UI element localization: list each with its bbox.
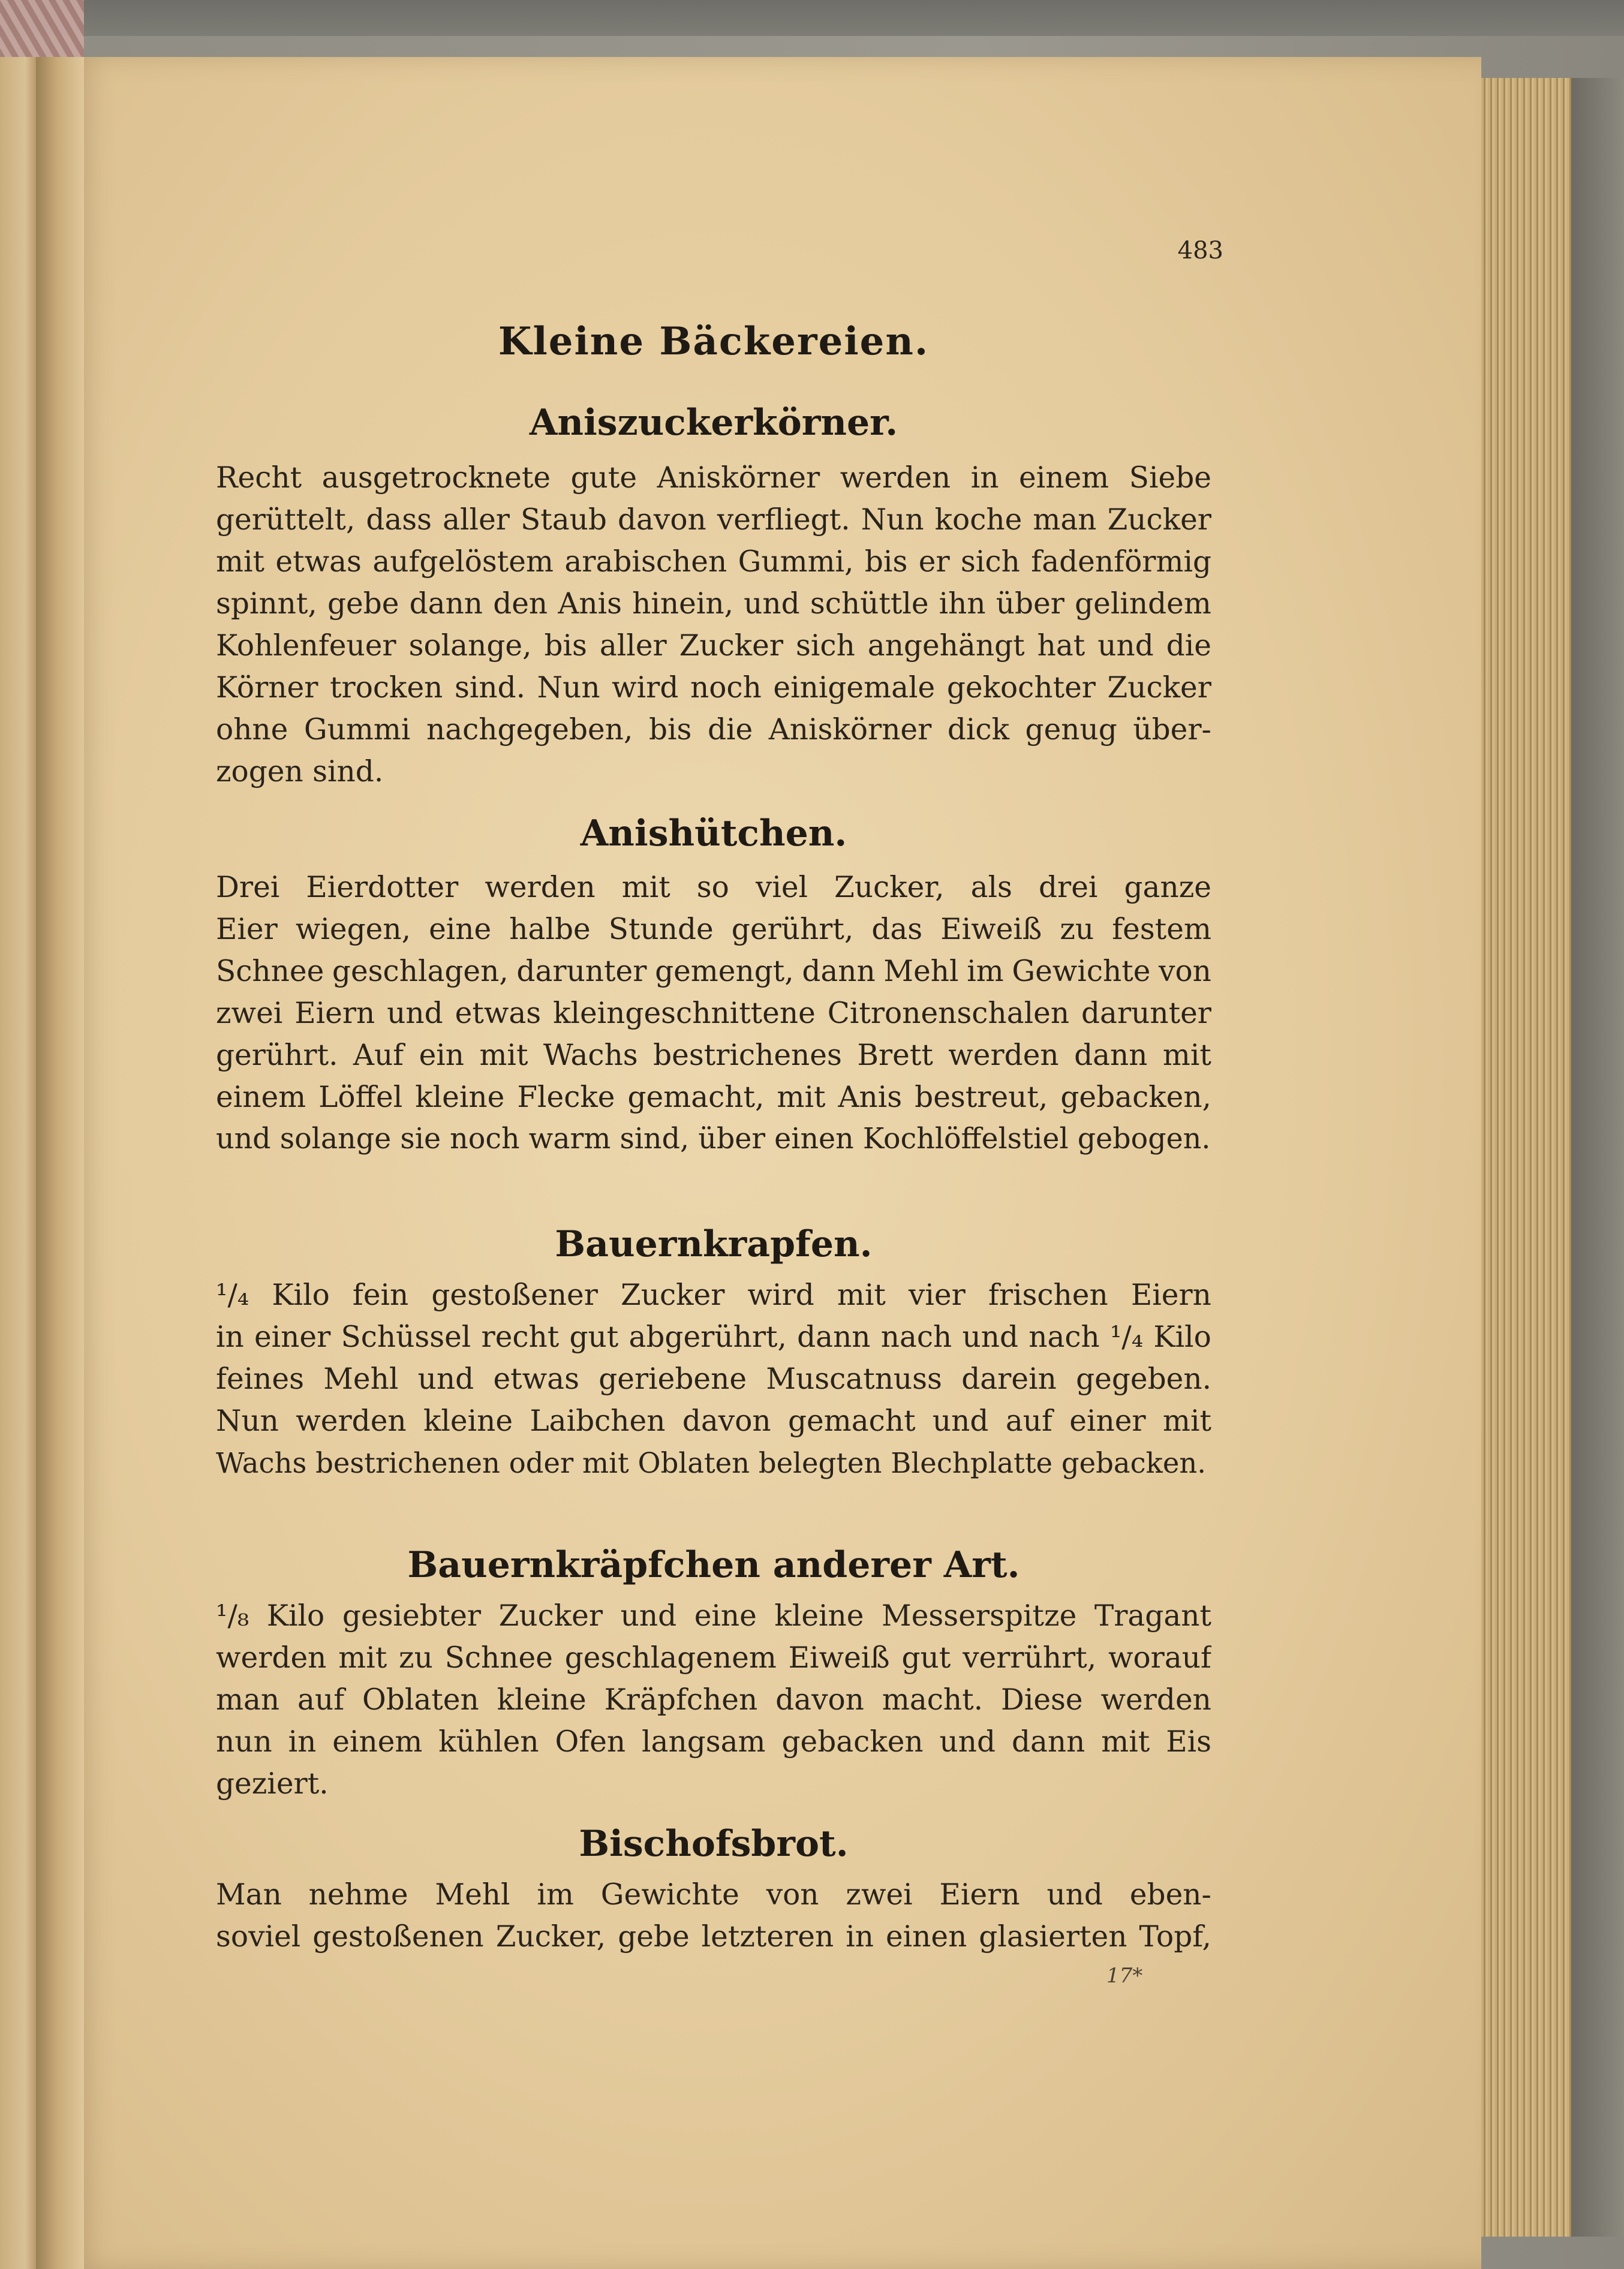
text-line: ¹/₄ Kilo fein gestoßener Zucker wird mit vier frischen Eiern: [216, 1278, 1211, 1312]
section-paragraph: [216, 866, 1211, 1160]
section-heading: Aniszuckerkörner.: [529, 402, 898, 444]
text-line: mit etwas aufgelöstem arabischen Gummi, bis er sich fadenförmig: [216, 545, 1211, 579]
text-line: Eier wiegen, eine halbe Stunde gerührt, das Eiweiß zu festem: [216, 913, 1211, 946]
cover-edge: [1571, 78, 1624, 2237]
page-edges: [1481, 78, 1571, 2237]
chapter-title: Kleine Bäckereien.: [498, 319, 930, 364]
text-line: zogen sind.: [216, 755, 384, 789]
text-line: ¹/₈ Kilo gesiebter Zucker und eine kleine Messerspitze Tragant: [216, 1599, 1211, 1633]
section-heading: Bauernkräpfchen anderer Art.: [407, 1544, 1020, 1586]
text-line: Recht ausgetrocknete gute Aniskörner werden in einem Siebe: [216, 461, 1211, 495]
text-line: ohne Gummi nachgegeben, bis die Aniskörner dick genug über-: [216, 713, 1211, 747]
text-line: nun in einem kühlen Ofen langsam gebacken und dann mit Eis: [216, 1725, 1211, 1759]
page-number: 483: [1177, 237, 1223, 264]
section-paragraph: [216, 457, 1211, 793]
text-line: feines Mehl und etwas geriebene Muscatnuss darein gegeben.: [216, 1362, 1211, 1396]
signature-mark: 17*: [1106, 1964, 1143, 1988]
text-line: gerüttelt, dass aller Staub davon verfliegt. Nun koche man Zucker: [216, 503, 1211, 537]
section-heading: Bauernkrapfen.: [555, 1223, 873, 1265]
text-line: einem Löffel kleine Flecke gemacht, mit Anis bestreut, gebacken,: [216, 1081, 1211, 1114]
text-line: Kohlenfeuer solange, bis aller Zucker sich angehängt hat und die: [216, 629, 1211, 663]
text-line: Schnee geschlagen, darunter gemengt, dann Mehl im Gewichte von: [216, 955, 1211, 988]
text-line: soviel gestoßenen Zucker, gebe letzteren in einen glasierten Topf,: [216, 1920, 1211, 1954]
text-line: Wachs bestrichenen oder mit Oblaten belegten Blechplatte gebacken.: [216, 1447, 1207, 1479]
section-heading: Bischofsbrot.: [579, 1823, 849, 1865]
text-line: geziert.: [216, 1767, 329, 1801]
text-line: zwei Eiern und etwas kleingeschnittene Citronenschalen darunter: [216, 997, 1211, 1030]
text-line: Man nehme Mehl im Gewichte von zwei Eiern und eben-: [216, 1878, 1211, 1912]
section-paragraph: [216, 1874, 1211, 1958]
text-line: in einer Schüssel recht gut abgerührt, dann nach und nach ¹/₄ Kilo: [216, 1320, 1211, 1354]
text-line: Körner trocken sind. Nun wird noch einigemale gekochter Zucker: [216, 671, 1211, 705]
text-line: gerührt. Auf ein mit Wachs bestrichenes Brett werden dann mit: [216, 1039, 1211, 1072]
section-paragraph: [216, 1274, 1211, 1484]
text-line: Nun werden kleine Laibchen davon gemacht und auf einer mit: [216, 1404, 1211, 1438]
text-line: werden mit zu Schnee geschlagenem Eiweiß gut verrührt, worauf: [216, 1641, 1211, 1675]
text-line: Drei Eierdotter werden mit so viel Zucker, als drei ganze: [216, 871, 1211, 904]
facing-page-edge: [0, 57, 36, 2269]
text-line: und solange sie noch warm sind, über einen Kochlöffelstiel gebogen.: [216, 1123, 1211, 1155]
page-gutter: [36, 57, 84, 2269]
text-line: man auf Oblaten kleine Kräpfchen davon macht. Diese werden: [216, 1683, 1211, 1717]
section-paragraph: [216, 1595, 1211, 1805]
section-heading: Anishütchen.: [580, 812, 847, 854]
text-line: spinnt, gebe dann den Anis hinein, und schüttle ihn über gelindem: [216, 587, 1211, 621]
